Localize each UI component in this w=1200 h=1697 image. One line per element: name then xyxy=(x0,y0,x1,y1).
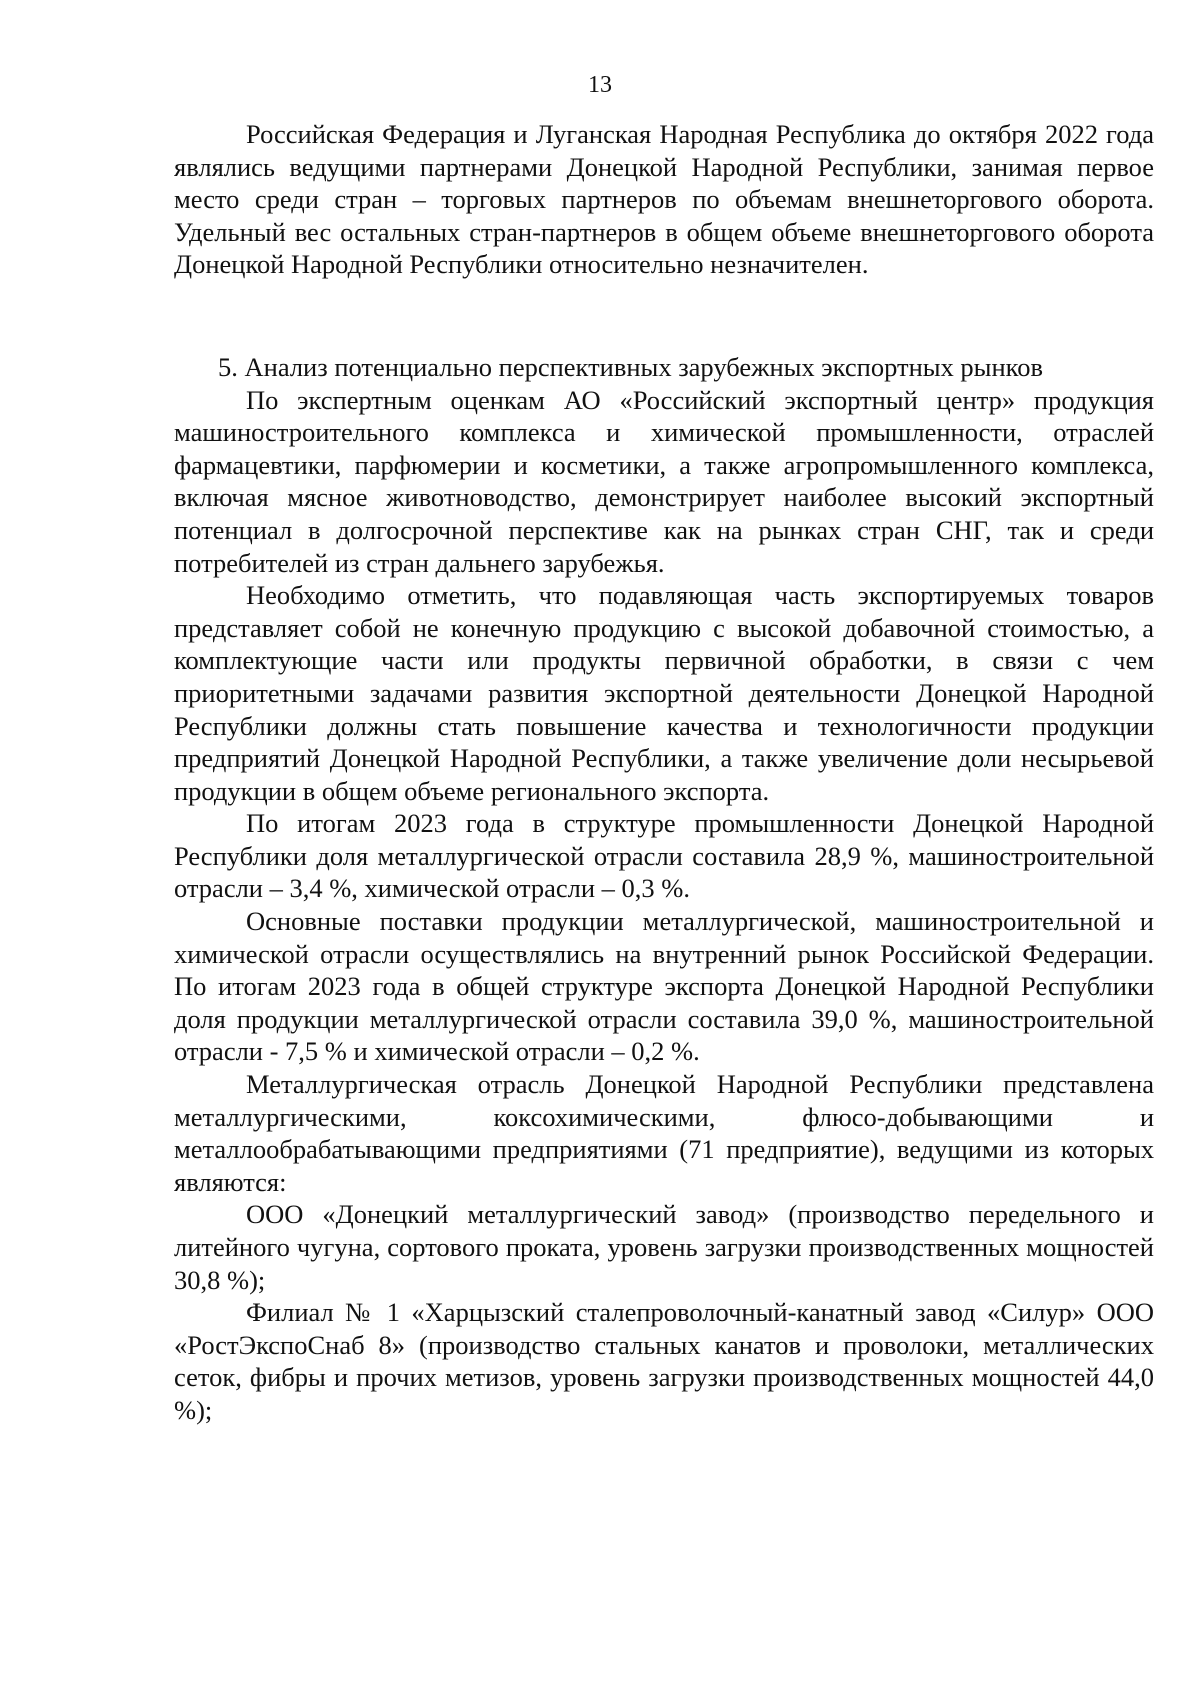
paragraph-export-center: По экспертным оценкам АО «Российский экспортный центр» продукция машиностроительного комплекса и химической промышленности, отраслей фармацевтики, парфюмерии и косметики, а также агропромышленного комплекса, включая мясное животноводство, демонстрирует наиболее высокий экспортный потенциал в долгосрочной перспективе как на рынках стран СНГ, так и среди потребителей из стран дальнего зарубежья. xyxy=(174,384,1154,578)
page-number: 13 xyxy=(588,72,612,98)
paragraph-kharcyzsk-plant: Филиал № 1 «Харцызский сталепроволочный-канатный завод «Силур» ООО «РостЭкспоСнаб 8» (производство стальных канатов и проволоки, металлических сеток, фибры и прочих метизов, уровень загрузки производственных мощностей 44,0 %); xyxy=(174,1297,1154,1425)
paragraph-donetsk-plant: ООО «Донецкий металлургический завод» (производство передельного и литейного чугуна, сортового проката, уровень загрузки производственных мощностей 30,8 %); xyxy=(174,1199,1154,1295)
paragraph-metallurgy: Металлургическая отрасль Донецкой Народной Республики представлена металлургическими, коксохимическими, флюсо-добывающими и металлообрабатывающими предприятиями (71 предприятие), ведущими из которых являются: xyxy=(174,1069,1154,1197)
section-heading: 5. Анализ потенциально перспективных зарубежных экспортных рынков xyxy=(218,351,1043,382)
paragraph-industry-2023: По итогам 2023 года в структуре промышленности Донецкой Народной Республики доля металлургической отрасли составила 28,9 %, машиностроительной отрасли – 3,4 %, химической отрасли – 0,3 %. xyxy=(174,808,1154,904)
document-body xyxy=(174,118,1154,1427)
paragraph-supplies: Основные поставки продукции металлургической, машиностроительной и химической отрасли осуществлялись на внутренний рынок Российской Федерации. По итогам 2023 года в общей структуре экспорта Донецкой Народной Республики доля продукции металлургической отрасли составила 39,0 %, машиностроительной отрасли - 7,5 % и химической отрасли – 0,2 %. xyxy=(174,906,1154,1067)
paragraph-partners: Российская Федерация и Луганская Народная Республика до октября 2022 года являлись ведущими партнерами Донецкой Народной Республики, занимая первое место среди стран – торговых партнеров по объемам внешнеторгового оборота. Удельный вес остальных стран-партнеров в общем объеме внешнеторгового оборота Донецкой Народной Республики относительно незначителен. xyxy=(174,119,1154,280)
paragraph-export-structure: Необходимо отметить, что подавляющая часть экспортируемых товаров представляет собой не конечную продукцию с высокой добавочной стоимостью, а комплектующие части или продукты первичной обработки, в связи с чем приоритетными задачами развития экспортной деятельности Донецкой Народной Республики должны стать повышение качества и технологичности продукции предприятий Донецкой Народной Республики, а также увеличение доли несырьевой продукции в общем объеме регионального экспорта. xyxy=(174,580,1154,806)
